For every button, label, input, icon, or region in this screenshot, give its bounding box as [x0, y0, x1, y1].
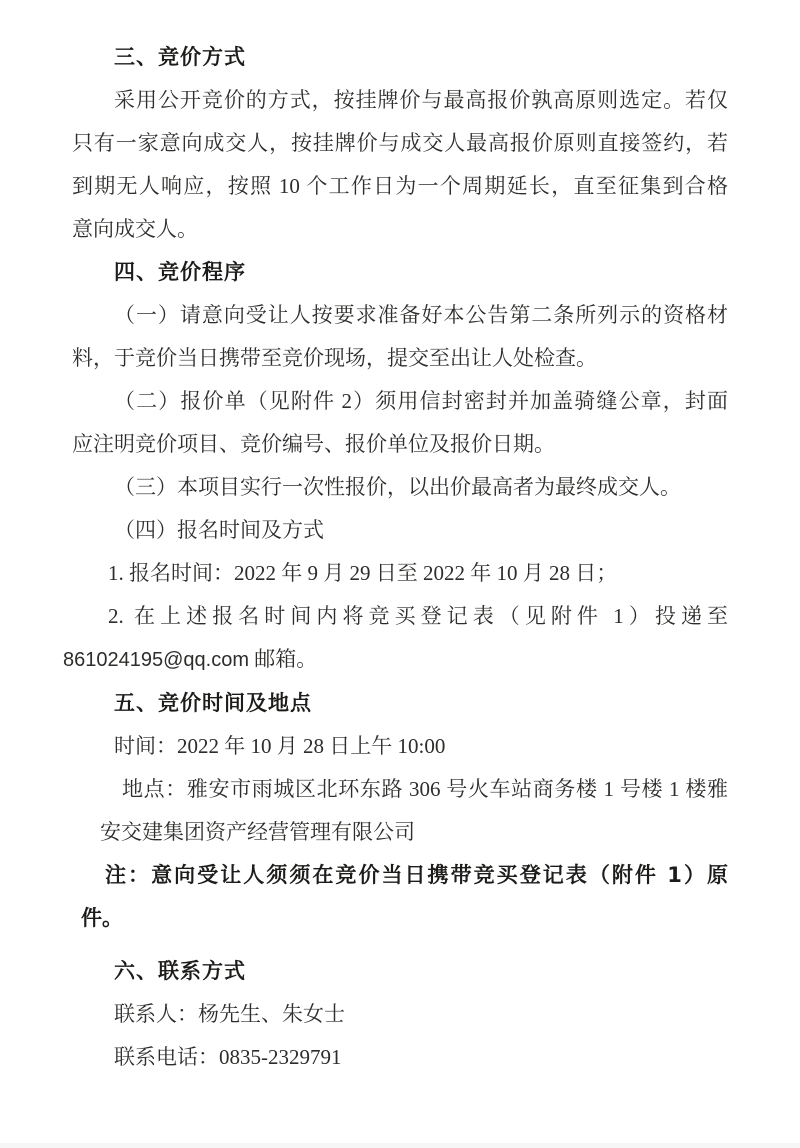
- section-bidding-method: [72, 36, 728, 251]
- paragraph-line: 采用公开竞价的方式，按挂牌价与最高报价孰高原则选定。若仅: [114, 88, 728, 112]
- paragraph-line: 意向成交人。: [72, 217, 198, 241]
- section-contact: [72, 950, 728, 1079]
- section-time-location: [72, 682, 728, 940]
- paragraph-line-location: 地点：雅安市雨城区北环东路 306 号火车站商务楼 1 号楼 1 楼雅: [122, 777, 728, 801]
- paragraph-line: 到期无人响应，按照 10 个工作日为一个周期延长，直至征集到合格: [72, 174, 728, 198]
- paragraph-line-email: [63, 638, 728, 682]
- email-suffix: 邮箱。: [249, 647, 318, 671]
- section-heading-6: 六、联系方式: [114, 959, 246, 983]
- paragraph-line-contact-phone: 联系电话：0835-2329791: [114, 1045, 342, 1069]
- section-heading-3: 三、竞价方式: [114, 45, 246, 69]
- paragraph-line: （二）报价单（见附件 2）须用信封密封并加盖骑缝公章，封面: [114, 389, 728, 413]
- paragraph-line: 2. 在上述报名时间内将竞买登记表（见附件 1）投递至: [108, 604, 728, 628]
- email-address: 861024195@qq.com: [63, 649, 249, 671]
- paragraph-line: 只有一家意向成交人，按挂牌价与成交人最高报价原则直接签约，若: [72, 131, 728, 155]
- section-heading-4: 四、竞价程序: [114, 260, 246, 284]
- page-bottom-edge: [0, 1143, 800, 1148]
- section-heading-5: 五、竞价时间及地点: [114, 691, 312, 715]
- paragraph-line-contact-person: 联系人：杨先生、朱女士: [114, 1002, 345, 1026]
- paragraph-line: （三）本项目实行一次性报价，以出价最高者为最终成交人。: [114, 475, 681, 499]
- paragraph-line-note-wrap: 件。: [81, 906, 123, 930]
- document-content: [63, 36, 728, 1079]
- paragraph-line: 1. 报名时间：2022 年 9 月 29 日至 2022 年 10 月 28 日；: [108, 561, 618, 585]
- paragraph-line: （一）请意向受让人按要求准备好本公告第二条所列示的资格材: [114, 303, 728, 327]
- paragraph-line: 料，于竞价当日携带至竞价现场，提交至出让人处检查。: [72, 346, 597, 370]
- paragraph-line-note: 注：意向受让人须须在竞价当日携带竞买登记表（附件 1）原: [105, 863, 728, 887]
- section-bidding-procedure: [63, 251, 728, 682]
- paragraph-line: （四）报名时间及方式: [114, 518, 324, 542]
- paragraph-line-time: 时间：2022 年 10 月 28 日上午 10:00: [114, 734, 446, 758]
- paragraph-line-location-wrap: 安交建集团资产经营管理有限公司: [100, 820, 415, 844]
- paragraph-line: 应注明竞价项目、竞价编号、报价单位及报价日期。: [72, 432, 555, 456]
